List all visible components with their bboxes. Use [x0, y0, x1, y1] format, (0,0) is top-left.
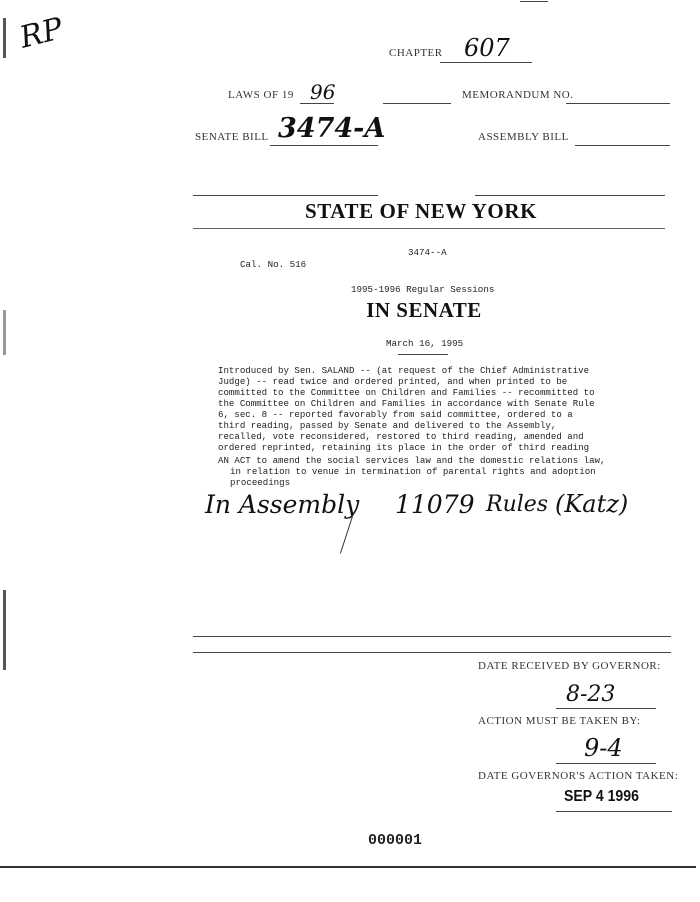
senate-bill-value: 3474-A [278, 113, 386, 144]
intro-line: Introduced by Sen. SALAND -- (at request of the Chief Administrative [218, 365, 590, 376]
senate-bill-underline [270, 145, 378, 146]
act-line: proceedings [230, 477, 291, 488]
lower-rule-1 [193, 636, 671, 637]
laws-label: LAWS OF 19 [228, 89, 294, 101]
memo-blank-line [566, 103, 670, 104]
taken-stamp: SEP 4 1996 [564, 788, 639, 805]
intro-line: the Committee on Children and Families in accordance with Senate Rule [218, 398, 595, 409]
calendar-number: Cal. No. 516 [240, 259, 307, 270]
laws-value: 96 [310, 80, 336, 104]
pen-stroke [340, 515, 357, 555]
state-title: STATE OF NEW YORK [304, 199, 538, 223]
page-number: 000001 [368, 832, 423, 849]
chapter-label: CHAPTER [389, 47, 443, 59]
bill-number: 3474--A [408, 247, 447, 258]
act-line: AN ACT to amend the social services law and the domestic relations law, [218, 455, 606, 466]
senate-bill-label: SENATE BILL [195, 131, 269, 143]
introduction-paragraph [218, 365, 642, 453]
memo-label: MEMORANDUM NO. [462, 89, 574, 101]
assembly-number-note: 11079 [395, 490, 475, 519]
session-line: 1995-1996 Regular Sessions [351, 284, 495, 295]
intro-line: 6, sec. 8 -- reported favorably from said committee, ordered to a [218, 409, 573, 420]
act-paragraph [218, 455, 642, 488]
action-label: ACTION MUST BE TAKEN BY: [478, 715, 641, 727]
action-value: 9-4 [584, 734, 623, 762]
title-rule-right [475, 195, 665, 196]
chapter-value: 607 [464, 34, 510, 62]
top-rule [520, 1, 548, 2]
bottom-rule [0, 866, 696, 868]
action-underline [556, 763, 656, 764]
chapter-underline [440, 62, 532, 63]
intro-line: recalled, vote reconsidered, restored to third reading, amended and [218, 431, 584, 442]
title-underline [193, 228, 665, 229]
received-value: 8-23 [566, 682, 616, 707]
sponsor-note: (Katz) [555, 490, 629, 518]
laws-blank-line [383, 103, 451, 104]
taken-label: DATE GOVERNOR'S ACTION TAKEN: [478, 770, 679, 782]
lower-rule-2 [193, 652, 671, 653]
date-underline [398, 354, 448, 355]
rules-note: Rules [486, 492, 549, 517]
act-line: in relation to venue in termination of parental rights and adoption [230, 466, 596, 477]
received-underline [556, 708, 656, 709]
house-heading: IN SENATE [366, 298, 482, 322]
laws-underline [300, 103, 334, 104]
in-assembly-note: In Assembly [205, 490, 360, 519]
margin-note: RP [16, 11, 67, 56]
received-label: DATE RECEIVED BY GOVERNOR: [478, 660, 661, 672]
assembly-bill-blank-line [575, 145, 670, 146]
title-rule-left [193, 195, 378, 196]
taken-underline [556, 811, 672, 812]
date-line: March 16, 1995 [386, 338, 464, 349]
assembly-bill-label: ASSEMBLY BILL [478, 131, 569, 143]
intro-line: third reading, passed by Senate and delivered to the Assembly, [218, 420, 557, 431]
intro-line: committed to the Committee on Children and Families -- recommitted to [218, 387, 595, 398]
intro-line: Judge) -- read twice and ordered printed, and when printed to be [218, 376, 568, 387]
intro-line: ordered reprinted, retaining its place in the order of third reading [218, 442, 590, 453]
